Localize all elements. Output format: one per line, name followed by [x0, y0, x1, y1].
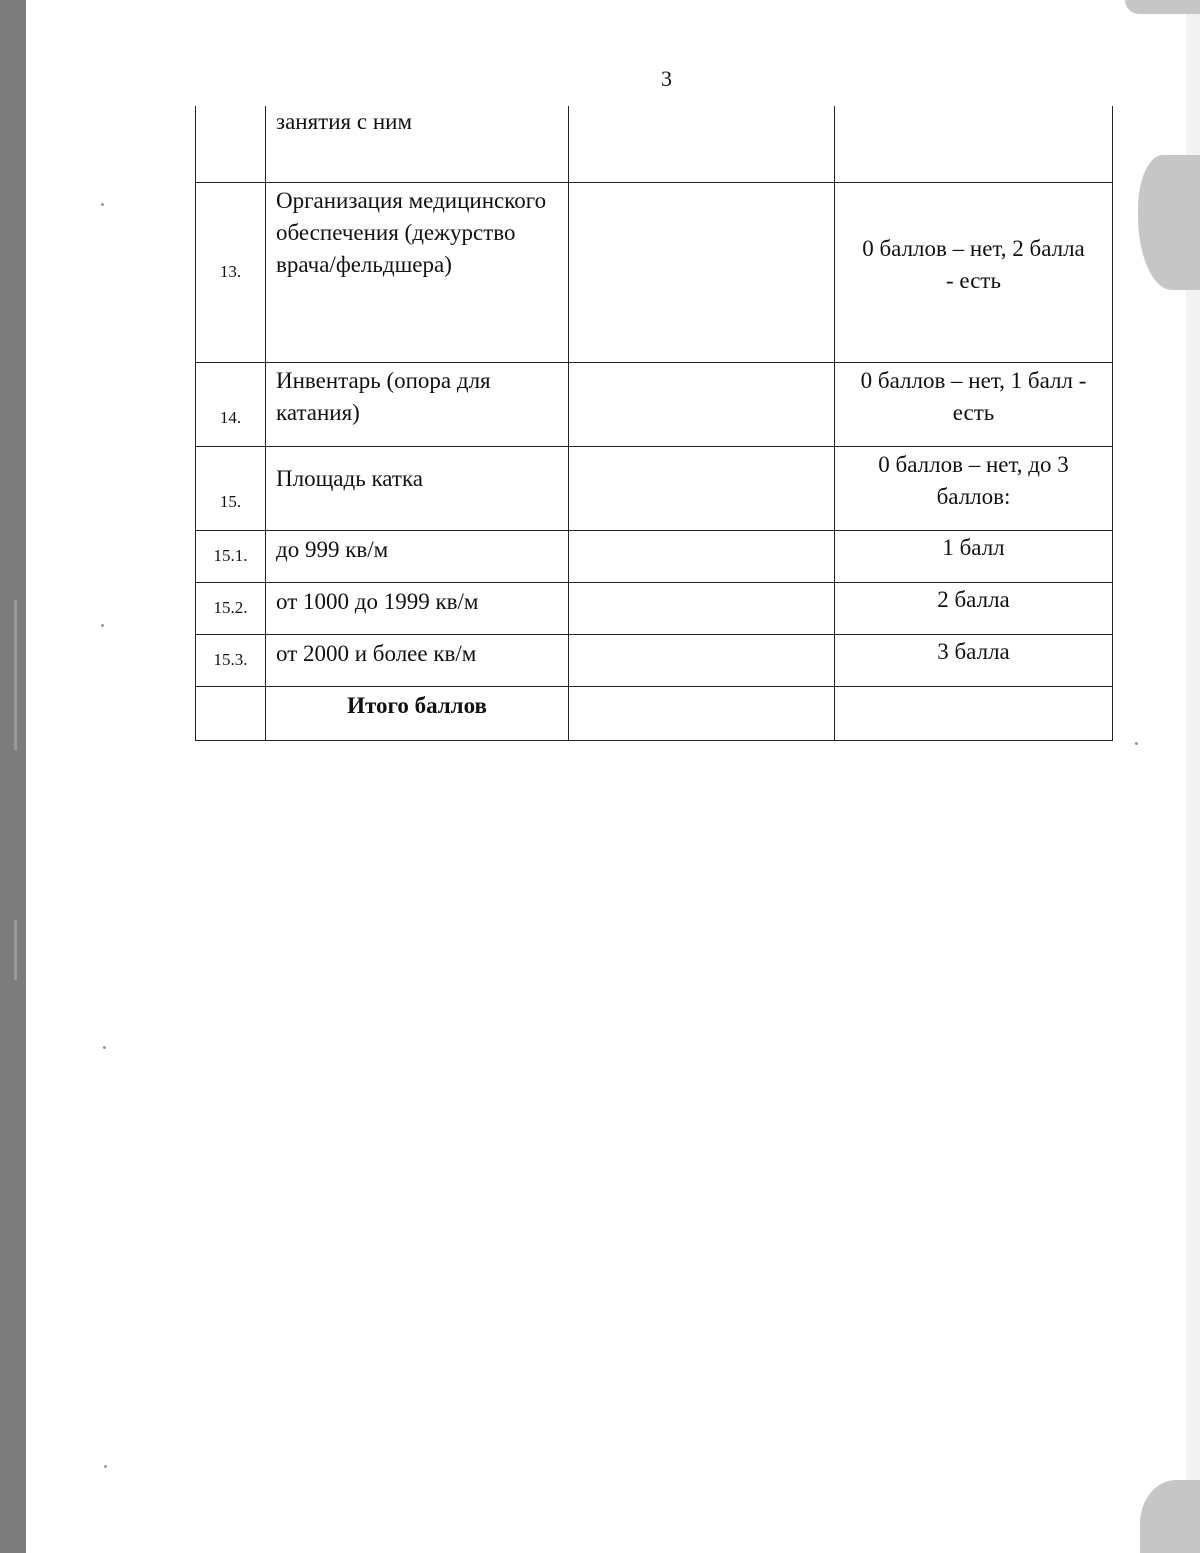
row-number: 15.3. — [196, 634, 266, 686]
criterion-value — [569, 634, 835, 686]
table-row — [196, 530, 1113, 582]
total-value — [569, 686, 835, 740]
row-number — [196, 106, 266, 182]
criterion-score: 0 баллов – нет, 1 балл - есть — [835, 362, 1113, 446]
row-number: 14. — [196, 362, 266, 446]
criterion-score — [835, 106, 1113, 182]
criterion-name: от 1000 до 1999 кв/м — [266, 582, 569, 634]
scan-dot — [103, 1046, 106, 1049]
scan-stain-right — [1138, 155, 1200, 290]
criterion-value — [569, 362, 835, 446]
table-row — [196, 634, 1113, 686]
scan-edge-stripe — [14, 920, 17, 980]
criterion-score: 0 баллов – нет, 2 балла - есть — [835, 182, 1113, 362]
scan-stain-top — [1125, 0, 1200, 14]
criterion-name: до 999 кв/м — [266, 530, 569, 582]
row-number: 15.1. — [196, 530, 266, 582]
total-number — [196, 686, 266, 740]
total-score — [835, 686, 1113, 740]
criterion-value — [569, 446, 835, 530]
scan-dot — [1135, 742, 1138, 745]
scan-left-edge — [0, 0, 26, 1553]
scan-dot — [101, 624, 104, 627]
criteria-table — [195, 106, 1113, 741]
table-row — [196, 106, 1113, 182]
table-row — [196, 582, 1113, 634]
criterion-name: от 2000 и более кв/м — [266, 634, 569, 686]
total-row — [196, 686, 1113, 740]
criterion-value — [569, 106, 835, 182]
criterion-score: 1 балл — [835, 530, 1113, 582]
row-number: 15.2. — [196, 582, 266, 634]
criterion-score: 2 балла — [835, 582, 1113, 634]
total-label: Итого баллов — [266, 686, 569, 740]
criterion-name: Инвентарь (опора для катания) — [266, 362, 569, 446]
scan-edge-stripe — [14, 600, 17, 750]
table-row — [196, 362, 1113, 446]
criterion-name: Площадь катка — [266, 446, 569, 530]
row-number: 13. — [196, 182, 266, 362]
scan-dot — [104, 1465, 107, 1468]
table-row — [196, 446, 1113, 530]
criterion-value — [569, 182, 835, 362]
criterion-score: 3 балла — [835, 634, 1113, 686]
scan-stain-bottom — [1140, 1480, 1200, 1553]
row-number: 15. — [196, 446, 266, 530]
table-row — [196, 182, 1113, 362]
scan-dot — [101, 203, 104, 206]
criterion-value — [569, 582, 835, 634]
criterion-name: занятия с ним — [266, 106, 569, 182]
criterion-value — [569, 530, 835, 582]
page-number: 3 — [661, 66, 672, 91]
criterion-name: Организация медицинского обеспечения (дежурство врача/фельдшера) — [266, 182, 569, 362]
criterion-score: 0 баллов – нет, до 3 баллов: — [835, 446, 1113, 530]
